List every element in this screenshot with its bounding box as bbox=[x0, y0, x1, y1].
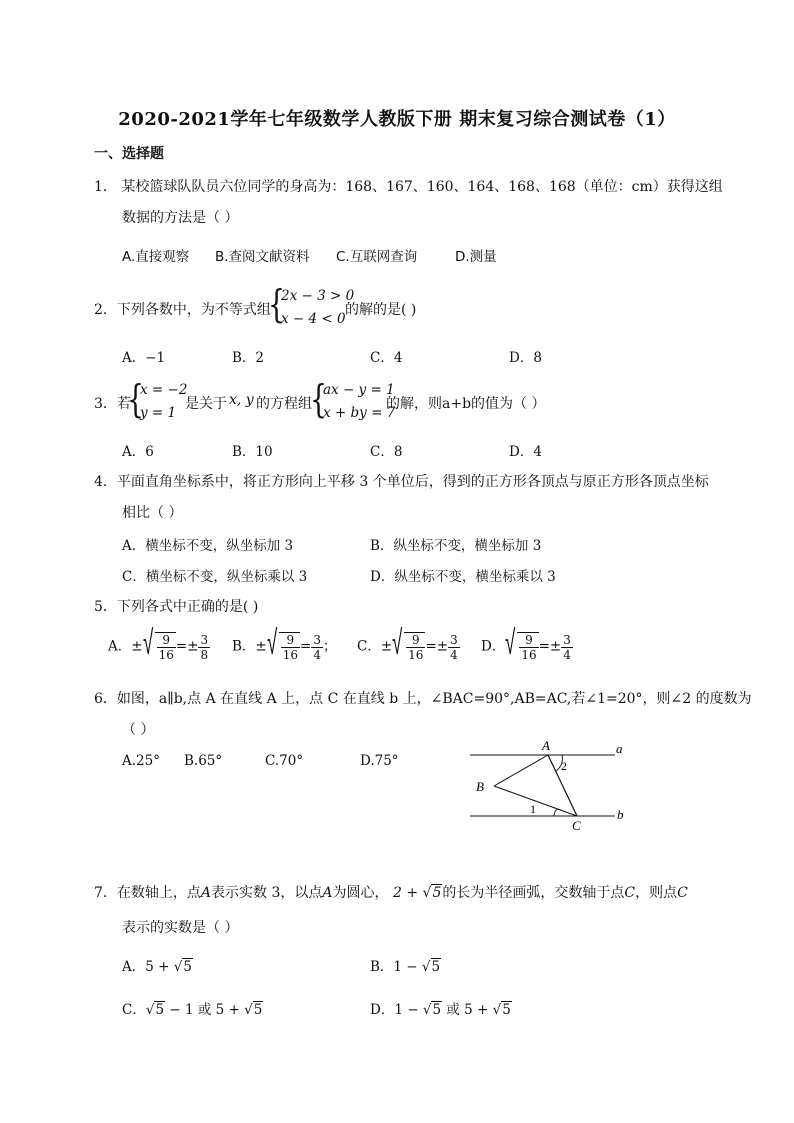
plus-minus: ± bbox=[380, 638, 393, 655]
question-4-stem-line1: 4．平面直角坐标系中，将正方形向上平移 3 个单位后，得到的正方形各顶点与原正方形各顶点坐标 bbox=[94, 474, 709, 490]
question-3-suffix: 的解，则a+b的值为（ ） bbox=[386, 396, 546, 412]
result-fraction: $\frac{3}{8}$ bbox=[200, 632, 209, 662]
plus-minus: ± bbox=[255, 638, 267, 655]
question-3-option-a[interactable]: A．6 bbox=[122, 444, 154, 460]
radical: √ $\frac{9}{16}$ bbox=[142, 623, 174, 663]
question-6-option-d[interactable]: D.75° bbox=[360, 753, 399, 769]
question-3-sys1-eq2: y = 1 bbox=[140, 405, 177, 421]
radical: √ $\frac{9}{16}$ bbox=[266, 623, 299, 663]
label-angle-2: 2 bbox=[561, 759, 567, 773]
question-2-suffix: 的解的是( ) bbox=[345, 302, 417, 318]
equals: = bbox=[300, 638, 312, 655]
segment-ab bbox=[494, 755, 548, 786]
question-1-option-c[interactable]: C.互联网查询 bbox=[336, 249, 418, 265]
label-B: B bbox=[476, 779, 484, 794]
question-1-stem-line1: 1． 某校篮球队队员六位同学的身高为：168、167、160、164、168、168（单位：cm）获得这组 bbox=[94, 179, 723, 195]
option-label: D． bbox=[481, 638, 506, 655]
question-1-option-b[interactable]: B.查阅文献资料 bbox=[215, 249, 310, 265]
plus-minus: ± bbox=[131, 638, 143, 655]
question-3-prefix: 3．若 bbox=[94, 396, 131, 412]
question-2-option-c[interactable]: C．4 bbox=[370, 350, 403, 366]
result-fraction: $\frac{3}{4}$ bbox=[313, 632, 321, 662]
geometry-figure bbox=[460, 735, 640, 835]
question-1-stem-line2: 数据的方法是（ ） bbox=[122, 210, 239, 226]
option-label: A． bbox=[108, 638, 132, 655]
equals: =± bbox=[538, 638, 562, 655]
question-6-option-c[interactable]: C.70° bbox=[265, 753, 304, 769]
question-2-option-d[interactable]: D．8 bbox=[509, 350, 542, 366]
question-5-option-c[interactable] bbox=[357, 623, 460, 663]
question-7-option-d[interactable]: D．1 − √5 或 5 + √5 bbox=[370, 1002, 511, 1018]
radical: √ $\frac{9}{16}$ bbox=[392, 623, 424, 663]
question-4-stem-line2: 相比（ ） bbox=[122, 505, 183, 521]
question-5-option-d[interactable] bbox=[481, 623, 573, 663]
equals: =± bbox=[425, 638, 449, 655]
question-3-brace-2: { bbox=[310, 377, 327, 421]
question-3-sys2-eq2: x + by = 7 bbox=[323, 405, 396, 421]
question-2-option-b[interactable]: B．2 bbox=[232, 350, 265, 366]
question-4-option-d[interactable]: D．纵坐标不变，横坐标乘以 3 bbox=[370, 569, 556, 585]
question-7-option-b[interactable]: B．1 − √5 bbox=[370, 959, 441, 975]
section-heading: 一、选择题 bbox=[94, 146, 164, 162]
question-5-option-a[interactable] bbox=[108, 623, 210, 663]
question-6-stem-line2: （ ） bbox=[122, 722, 155, 738]
option-label: C． bbox=[357, 638, 381, 655]
question-7-stem-line2: 表示的实数是（ ） bbox=[122, 920, 239, 936]
option-label: B． bbox=[232, 638, 256, 655]
question-4-option-b[interactable]: B．纵坐标不变，横坐标加 3 bbox=[370, 538, 542, 554]
question-3-vars: x, y bbox=[229, 392, 254, 408]
label-C: C bbox=[572, 818, 581, 833]
question-1-option-d[interactable]: D.测量 bbox=[455, 249, 497, 265]
equals: =± bbox=[175, 638, 199, 655]
question-3-sys2-eq1: ax − y = 1 bbox=[323, 382, 395, 398]
question-5-option-b[interactable]: B．± √ $\frac{9}{16}$ = $\frac{3}{4}$ ； bbox=[232, 623, 337, 663]
label-b: b bbox=[617, 807, 624, 822]
question-3-middle2: 的方程组 bbox=[256, 396, 312, 412]
question-6-stem-line1: 6．如图，a∥b,点 A 在直线 A 上，点 C 在直线 b 上，∠BAC=90°,AB=AC,若∠1=20°，则∠2 的度数为 bbox=[94, 691, 752, 707]
question-3-middle1: 是关于 bbox=[185, 396, 227, 412]
result-fraction: $\frac{3}{4}$ bbox=[450, 632, 458, 662]
question-7-option-c[interactable]: C．√5 − 1 或 5 + √5 bbox=[122, 1002, 263, 1018]
question-5-stem: 5．下列各式中正确的是( ) bbox=[94, 599, 259, 615]
question-4-option-a[interactable]: A．横坐标不变，纵坐标加 3 bbox=[122, 538, 294, 554]
question-7-stem-line1: 7．在数轴上，点A表示实数 3，以点A为圆心， 2 + √5的长为半径画弧，交数轴于点C，则点C bbox=[94, 885, 688, 901]
radical: √ $\frac{9}{16}$ bbox=[505, 623, 537, 663]
question-3-option-c[interactable]: C．8 bbox=[370, 444, 403, 460]
question-2-eq1: 2x − 3 > 0 bbox=[281, 288, 355, 304]
question-3-option-d[interactable]: D．4 bbox=[509, 444, 542, 460]
question-4-option-c[interactable]: C．横坐标不变，纵坐标乘以 3 bbox=[122, 569, 308, 585]
radius-expression: 2 + √5 bbox=[392, 885, 442, 901]
question-7-option-a[interactable]: A．5 + √5 bbox=[122, 959, 192, 975]
label-A: A bbox=[542, 738, 550, 753]
result-fraction: $\frac{3}{4}$ bbox=[563, 632, 571, 662]
question-3-sys1-eq1: x = −2 bbox=[140, 382, 188, 398]
question-3-brace-1: { bbox=[127, 377, 144, 421]
page-title: 2020-2021学年七年级数学人教版下册 期末复习综合测试卷（1） bbox=[118, 109, 676, 130]
question-6-option-b[interactable]: B.65° bbox=[184, 753, 223, 769]
question-6-option-a[interactable]: A.25° bbox=[122, 753, 160, 769]
label-a: a bbox=[616, 741, 623, 756]
question-1-option-a[interactable]: A.直接观察 bbox=[122, 249, 190, 265]
question-3-option-b[interactable]: B．10 bbox=[232, 444, 273, 460]
question-2-eq2: x − 4 < 0 bbox=[281, 311, 346, 327]
question-2-option-a[interactable]: A．−1 bbox=[122, 350, 166, 366]
label-angle-1: 1 bbox=[530, 802, 536, 816]
question-2-brace: { bbox=[268, 282, 285, 326]
question-2-prefix: 2．下列各数中，为不等式组 bbox=[94, 302, 271, 318]
